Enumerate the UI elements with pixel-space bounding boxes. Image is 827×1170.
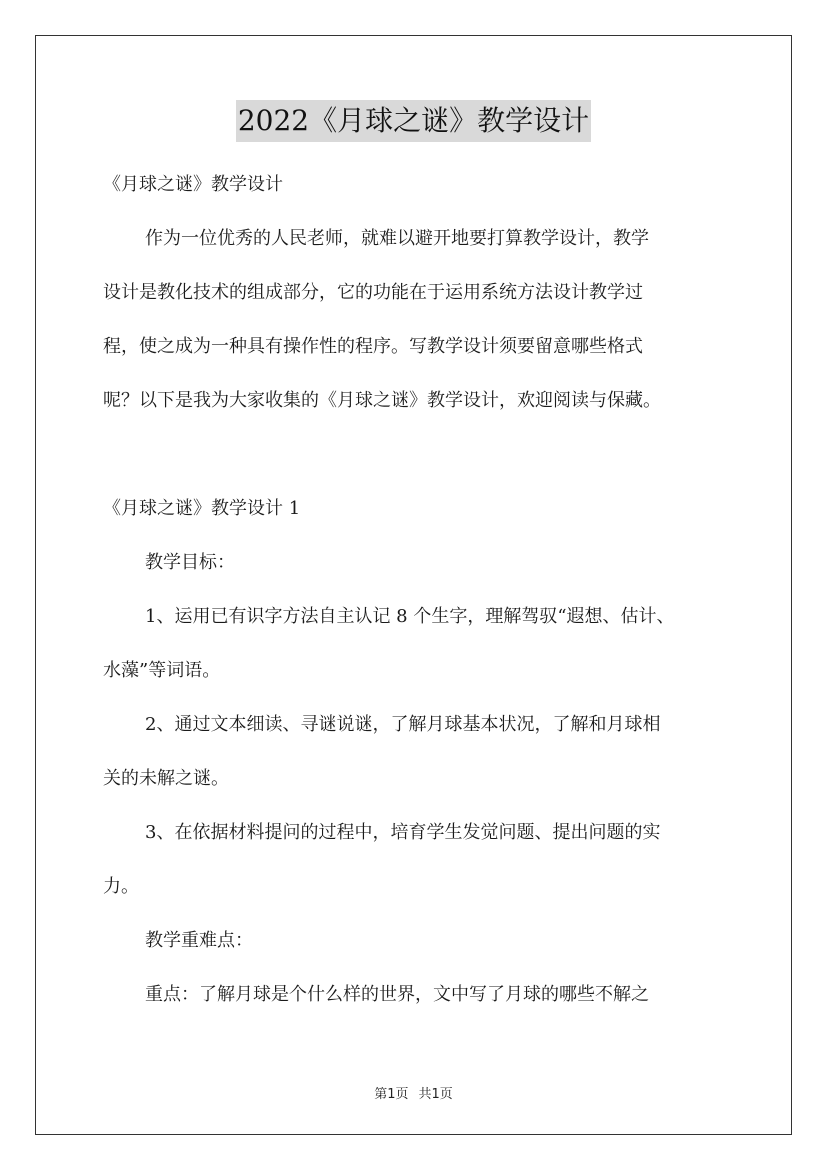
intro-paragraph — [103, 224, 729, 415]
intro-line: 设计是教化技术的组成部分，它的功能在于运用系统方法设计教学过 — [103, 282, 643, 303]
page-total: 共1页 — [418, 1087, 453, 1102]
goal-line: 水藻”等词语。 — [103, 660, 221, 681]
goal-item-1 — [103, 602, 729, 685]
keypoint-line: 重点：了解月球是个什么样的世界，文中写了月球的哪些不解之 — [145, 984, 649, 1005]
page-number: 第1页 — [374, 1087, 409, 1102]
intro-line: 呢？以下是我为大家收集的《月球之谜》教学设计，欢迎阅读与保藏。 — [103, 390, 661, 411]
goal-line: 2、通过文本细读、寻谜说谜，了解月球基本状况，了解和月球相 — [145, 714, 661, 735]
intro-line: 作为一位优秀的人民老师，就难以避开地要打算教学设计，教学 — [145, 228, 649, 249]
spacer — [103, 415, 729, 494]
section-heading: 《月球之谜》教学设计 1 — [103, 498, 301, 519]
goal-line: 关的未解之谜。 — [103, 768, 229, 789]
goal-line: 1、运用已有识字方法自主认记 8 个生字，理解驾驭“遐想、估计、 — [145, 606, 675, 627]
spacer — [103, 199, 729, 224]
page-footer — [0, 1083, 827, 1102]
document-body — [103, 170, 729, 1009]
goal-item-2 — [103, 710, 729, 793]
document-subtitle: 《月球之谜》教学设计 — [103, 174, 283, 195]
keypoints-label: 教学重难点： — [145, 930, 253, 951]
goal-item-3 — [103, 818, 729, 901]
goal-line: 力。 — [103, 876, 139, 897]
goals-label: 教学目标： — [145, 552, 235, 573]
goal-line: 3、在依据材料提问的过程中，培育学生发觉问题、提出问题的实 — [145, 822, 661, 843]
intro-line: 程，使之成为一种具有操作性的程序。写教学设计须要留意哪些格式 — [103, 336, 643, 357]
title-block — [0, 100, 827, 142]
document-title: 2022《月球之谜》教学设计 — [236, 100, 591, 142]
